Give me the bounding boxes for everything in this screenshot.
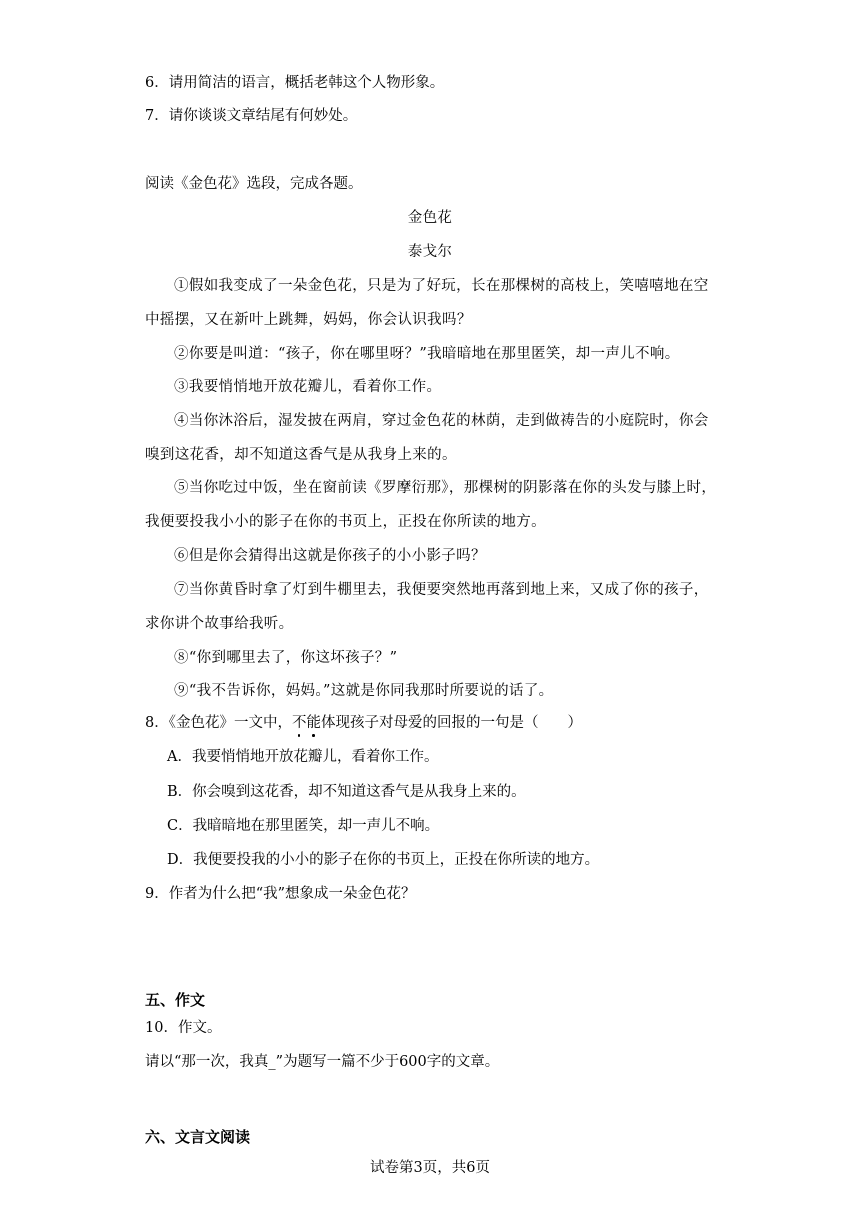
poem-paragraph-3: ③我要悄悄地开放花瓣儿，看着你工作。: [174, 379, 442, 395]
option-b: B．你会嗅到这花香，却不知道这香气是从我身上来的。: [167, 784, 526, 800]
question-8: [145, 716, 582, 731]
emphasis-char-2: 能: [306, 715, 321, 731]
reading-intro: 阅读《金色花》选段，完成各题。: [145, 176, 363, 192]
poem-author: 泰戈尔: [407, 244, 453, 260]
poem-paragraph-7-line-1: ⑦当你黄昏时拿了灯到牛棚里去，我便要突然地再落到地上来，又成了你的孩子，: [174, 582, 709, 598]
question-10: 10．作文。: [145, 1020, 222, 1036]
poem-paragraph-6: ⑥但是你会猜得出这就是你孩子的小小影子吗？: [174, 548, 486, 564]
option-c: C．我暗暗地在那里匿笑，却一声儿不响。: [167, 818, 440, 834]
question-6: 6．请用简洁的语言，概括老韩这个人物形象。: [145, 75, 445, 91]
option-d: D．我便要投我的小小的影子在你的书页上，正投在你所读的地方。: [167, 852, 600, 868]
poem-paragraph-2: ②你要是叫道：“孩子，你在哪里呀？”我暗暗地在那里匿笑，却一声儿不响。: [174, 346, 680, 362]
poem-paragraph-4-line-2: 嗅到这花香，却不知道这香气是从我身上来的。: [145, 447, 457, 463]
question-7: 7．请你谈谈文章结尾有何妙处。: [145, 108, 358, 124]
poem-paragraph-1-line-1: ①假如我变成了一朵金色花，只是为了好玩，长在那棵树的高枝上，笑嘻嘻地在空: [174, 278, 709, 294]
poem-paragraph-4-line-1: ④当你沐浴后，湿发披在两肩，穿过金色花的林荫，走到做祷告的小庭院时，你会: [174, 413, 709, 429]
poem-paragraph-5-line-2: 我便要投我小小的影子在你的书页上，正投在你所读的地方。: [145, 514, 546, 530]
poem-paragraph-5-line-1: ⑤当你吃过中饭，坐在窗前读《罗摩衍那》，那棵树的阴影落在你的头发与膝上时，: [174, 480, 717, 496]
poem-paragraph-8: ⑧“你到哪里去了，你这坏孩子？”: [174, 650, 398, 666]
page-footer: 试卷第3页，共6页: [370, 1160, 490, 1176]
poem-title: 金色花: [407, 210, 453, 226]
emphasis-char-1: 不: [291, 715, 307, 731]
section-5-heading: 五、作文: [145, 991, 206, 1009]
poem-paragraph-7-line-2: 求你讲个故事给我听。: [145, 616, 294, 632]
poem-paragraph-9: ⑨“我不告诉你，妈妈。”这就是你同我那时所要说的话了。: [174, 683, 554, 699]
question-8-prefix: 8．《金色花》一文中，: [145, 715, 292, 731]
essay-prompt: 请以“那一次，我真_”为题写一篇不少于600字的文章。: [145, 1054, 500, 1070]
section-6-heading: 六、文言文阅读: [145, 1128, 251, 1146]
poem-paragraph-1-line-2: 中摇摆，又在新叶上跳舞，妈妈，你会认识我吗？: [145, 312, 472, 328]
question-8-suffix: 体现孩子对母爱的回报的一句是（ ）: [320, 715, 582, 731]
option-a: A．我要悄悄地开放花瓣儿，看着你工作。: [167, 749, 439, 765]
question-9: 9．作者为什么把“我”想象成一朵金色花？: [145, 886, 416, 902]
